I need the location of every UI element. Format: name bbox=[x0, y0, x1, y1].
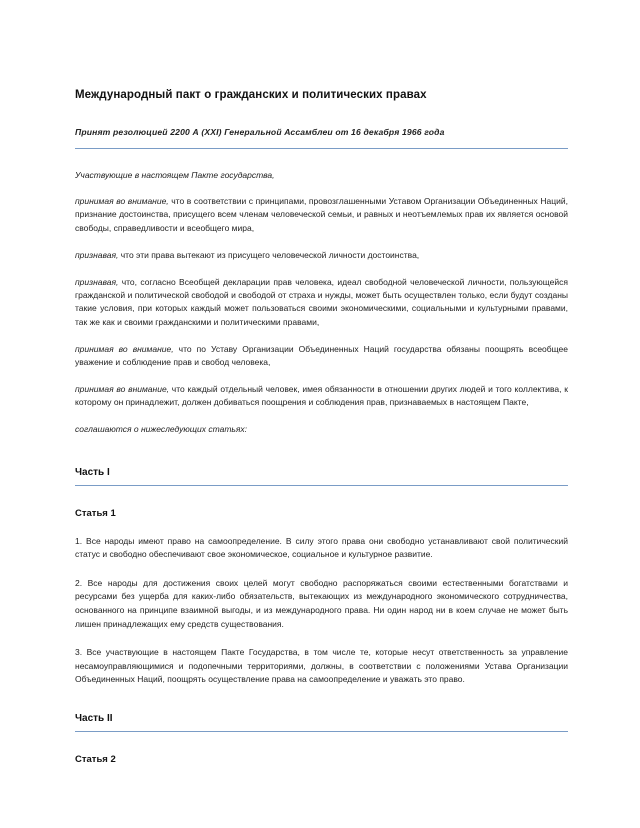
preamble-paragraph bbox=[75, 343, 568, 369]
section-heading-part-2: Часть II bbox=[75, 712, 113, 724]
article-paragraph: 3. Все участвующие в настоящем Пакте Государства, в том числе те, которые несут ответственность за управление несамоуправляющимися и подопечными территориями, должны, в соответствии с положениями Устава Организации Объединенных Наций, поощрять осуществление права на самоопределение и уважать это право. bbox=[75, 647, 568, 685]
preamble-intro: Участвующие в настоящем Пакте государства, bbox=[75, 169, 275, 180]
article-heading-1: Статья 1 bbox=[75, 507, 116, 519]
preamble-text: что каждый отдельный человек, имея обязанности в отношении других людей и того коллектива, к которому он принадлежит, должен добиваться поощрения и соблюдения прав, признаваемых в настоящем Пакте, bbox=[75, 384, 568, 408]
article-paragraph: 1. Все народы имеют право на самоопределение. В силу этого права они свободно устанавливают свой политический статус и свободно обеспечивают свое экономическое, социальное и культурное развитие. bbox=[75, 535, 568, 560]
preamble-lead: признавая, bbox=[75, 276, 119, 287]
preamble-paragraph bbox=[75, 383, 568, 409]
article-heading-2: Статья 2 bbox=[75, 753, 116, 765]
page-title: Международный пакт о гражданских и политических правах bbox=[75, 89, 427, 101]
preamble-lead: соглашаются о нижеследующих статьях: bbox=[75, 424, 248, 435]
preamble-paragraph bbox=[75, 195, 568, 235]
preamble-lead: принимая во внимание, bbox=[75, 384, 170, 395]
preamble-lead: принимая во внимание, bbox=[75, 196, 169, 207]
preamble-closing bbox=[75, 423, 568, 436]
preamble-paragraph bbox=[75, 249, 568, 262]
preamble-lead: признавая, bbox=[75, 249, 119, 260]
preamble-text: что в соответствии с принципами, провозглашенными Уставом Организации Объединенных Наций, признание достоинства, присущего всем членам человеческой семьи, и равных и неотъемлемых прав их является основой свободы, справедливости и всеобщего мира, bbox=[75, 196, 568, 233]
preamble-text: что по Уставу Организации Объединенных Наций государства обязаны поощрять всеобщее уважение и соблюдение прав и свобод человека, bbox=[75, 343, 568, 367]
preamble-text: что эти права вытекают из присущего человеческой личности достоинства, bbox=[118, 249, 420, 260]
divider-under-subtitle bbox=[75, 148, 568, 149]
article-paragraph: 2. Все народы для достижения своих целей могут свободно распоряжаться своими естественными богатствами и ресурсами без ущерба для каких-либо обязательств, вытекающих из международного экономического сотрудничества, основанного на принципе взаимной выгоды, и из международного права. Ни один народ ни в коем случае не может быть лишен принадлежащих ему средств существования. bbox=[75, 577, 568, 629]
divider-under-part-1 bbox=[75, 485, 568, 486]
preamble-paragraph bbox=[75, 276, 568, 329]
preamble-lead: принимая во внимание, bbox=[75, 343, 174, 354]
section-heading-part-1: Часть I bbox=[75, 466, 110, 478]
preamble-text: что, согласно Всеобщей декларации прав человека, идеал свободной человеческой личности, пользующейся гражданской и политической свободой и свободой от страха и нужды, может быть осуществлен только, если будут созданы такие условия, при которых каждый может пользоваться своими экономическими, социальными и культурными правами, так же как и своими гражданскими и политическими правами, bbox=[75, 276, 568, 327]
document-subtitle: Принят резолюцией 2200 А (XXI) Генеральной Ассамблеи от 16 декабря 1966 года bbox=[75, 126, 445, 137]
divider-under-part-2 bbox=[75, 731, 568, 732]
